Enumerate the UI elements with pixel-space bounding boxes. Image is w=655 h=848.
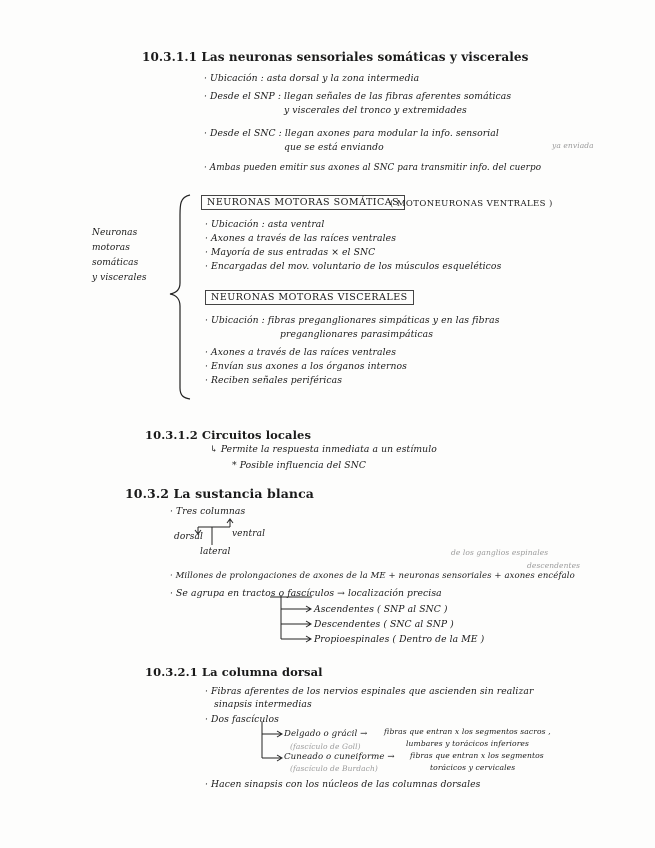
- box-somatic-motor: NEURONAS MOTORAS SOMÁTICAS: [201, 195, 405, 210]
- column-dorsal-label: dorsal: [174, 532, 203, 542]
- section-heading-white-matter: 10.3.2 La sustancia blanca: [125, 486, 315, 501]
- bullet-from-snp-cont: y viscerales del tronco y extremidades: [284, 105, 467, 116]
- pencil-note-burdach: (fascículo de Burdach): [290, 764, 378, 773]
- bullet-from-snc: · Desde el SNC : llegan axones para modular la info. sensorial: [204, 128, 499, 139]
- millions-prolongations: · Millones de prolongaciones de axones de la ME + neuronas sensoriales + axones encéfalo: [170, 571, 575, 581]
- tract-ascending: Ascendentes ( SNP al SNC ): [314, 604, 448, 615]
- fascicle-gracilis: Delgado o grácil →: [284, 729, 368, 739]
- visceral-location: · Ubicación : fibras preganglionares simpáticas y en las fibras: [205, 315, 500, 326]
- grouped-tracts: · Se agrupa en tractos o fascículos → localización precisa: [170, 588, 442, 599]
- motoneuronas-ventrales-note: ( MOTONEURONAS VENTRALES ): [390, 199, 553, 209]
- pencil-note-descending: descendentes: [527, 561, 581, 570]
- tract-descending: Descendentes ( SNC al SNP ): [314, 619, 454, 630]
- tracts-branches: [270, 596, 312, 642]
- visceral-axons: · Axones a través de las raíces ventrales: [205, 347, 397, 358]
- three-columns-diagram: [195, 519, 233, 545]
- column-lateral-label: lateral: [200, 547, 231, 557]
- cuneatus-desc-cont: torácicos y cervicales: [430, 763, 516, 772]
- side-label-1: Neuronas: [92, 228, 138, 238]
- somatic-inputs: · Mayoría de sus entradas × el SNC: [205, 247, 376, 258]
- bullet-from-snc-cont: que se está enviando: [284, 142, 384, 153]
- visceral-location-cont: preganglionares parasimpáticas: [280, 329, 434, 340]
- cuneatus-desc: fibras que entran x los segmentos: [410, 751, 544, 760]
- somatic-axons: · Axones a través de las raíces ventrales: [205, 233, 397, 244]
- fascicle-cuneatus: Cuneado o cuneiforme →: [284, 752, 395, 762]
- pencil-note-goll: (fascículo de Goll): [290, 742, 361, 751]
- local-immediate-response: ↳ Permite la respuesta inmediata a un estímulo: [210, 444, 437, 455]
- somatic-voluntary: · Encargadas del mov. voluntario de los músculos esqueléticos: [205, 261, 502, 272]
- box-visceral-motor: NEURONAS MOTORAS VISCERALES: [205, 290, 414, 305]
- somatic-location: · Ubicación : asta ventral: [205, 219, 325, 230]
- pencil-note-ganglia: de los ganglios espinales: [451, 548, 549, 557]
- two-fascicles: · Dos fascículos: [205, 714, 279, 725]
- three-columns: · Tres columnas: [170, 506, 246, 517]
- bullet-both-emit: · Ambas pueden emitir sus axones al SNC para transmitir info. del cuerpo: [204, 163, 542, 173]
- bullet-location-sensory: · Ubicación : asta dorsal y la zona intermedia: [204, 73, 420, 84]
- curly-bracket: [170, 195, 190, 399]
- section-heading-local-circuits: 10.3.1.2 Circuitos locales: [145, 428, 312, 442]
- gracilis-desc-cont: lumbares y torácicos inferiores: [406, 739, 530, 748]
- column-ventral-label: ventral: [232, 529, 266, 539]
- visceral-organs: · Envían sus axones a los órganos internos: [205, 361, 407, 372]
- side-label-4: y viscerales: [92, 273, 147, 283]
- afferent-fibers-cont: sinapsis intermedias: [214, 699, 312, 710]
- visceral-signals: · Reciben señales periféricas: [205, 375, 343, 386]
- section-heading-dorsal-column: 10.3.2.1 La columna dorsal: [145, 665, 323, 679]
- bullet-from-snp: · Desde el SNP : llegan señales de las fibras aferentes somáticas: [204, 91, 512, 102]
- pencil-note-sent: ya enviada: [552, 141, 594, 150]
- tract-propiospinal: Propioespinales ( Dentro de la ME ): [314, 634, 485, 645]
- side-label-2: motoras: [92, 243, 130, 253]
- gracilis-desc: fibras que entran x los segmentos sacros ,: [384, 727, 551, 736]
- afferent-fibers: · Fibras aferentes de los nervios espinales que ascienden sin realizar: [205, 686, 534, 697]
- section-heading-sensory-neurons: 10.3.1.1 Las neuronas sensoriales somáticas y viscerales: [142, 50, 529, 64]
- local-snc-influence: * Posible influencia del SNC: [232, 460, 366, 471]
- side-label-3: somáticas: [92, 258, 139, 268]
- synapse-nuclei: · Hacen sinapsis con los núcleos de las columnas dorsales: [205, 779, 481, 790]
- fascicles-branches: [262, 722, 282, 761]
